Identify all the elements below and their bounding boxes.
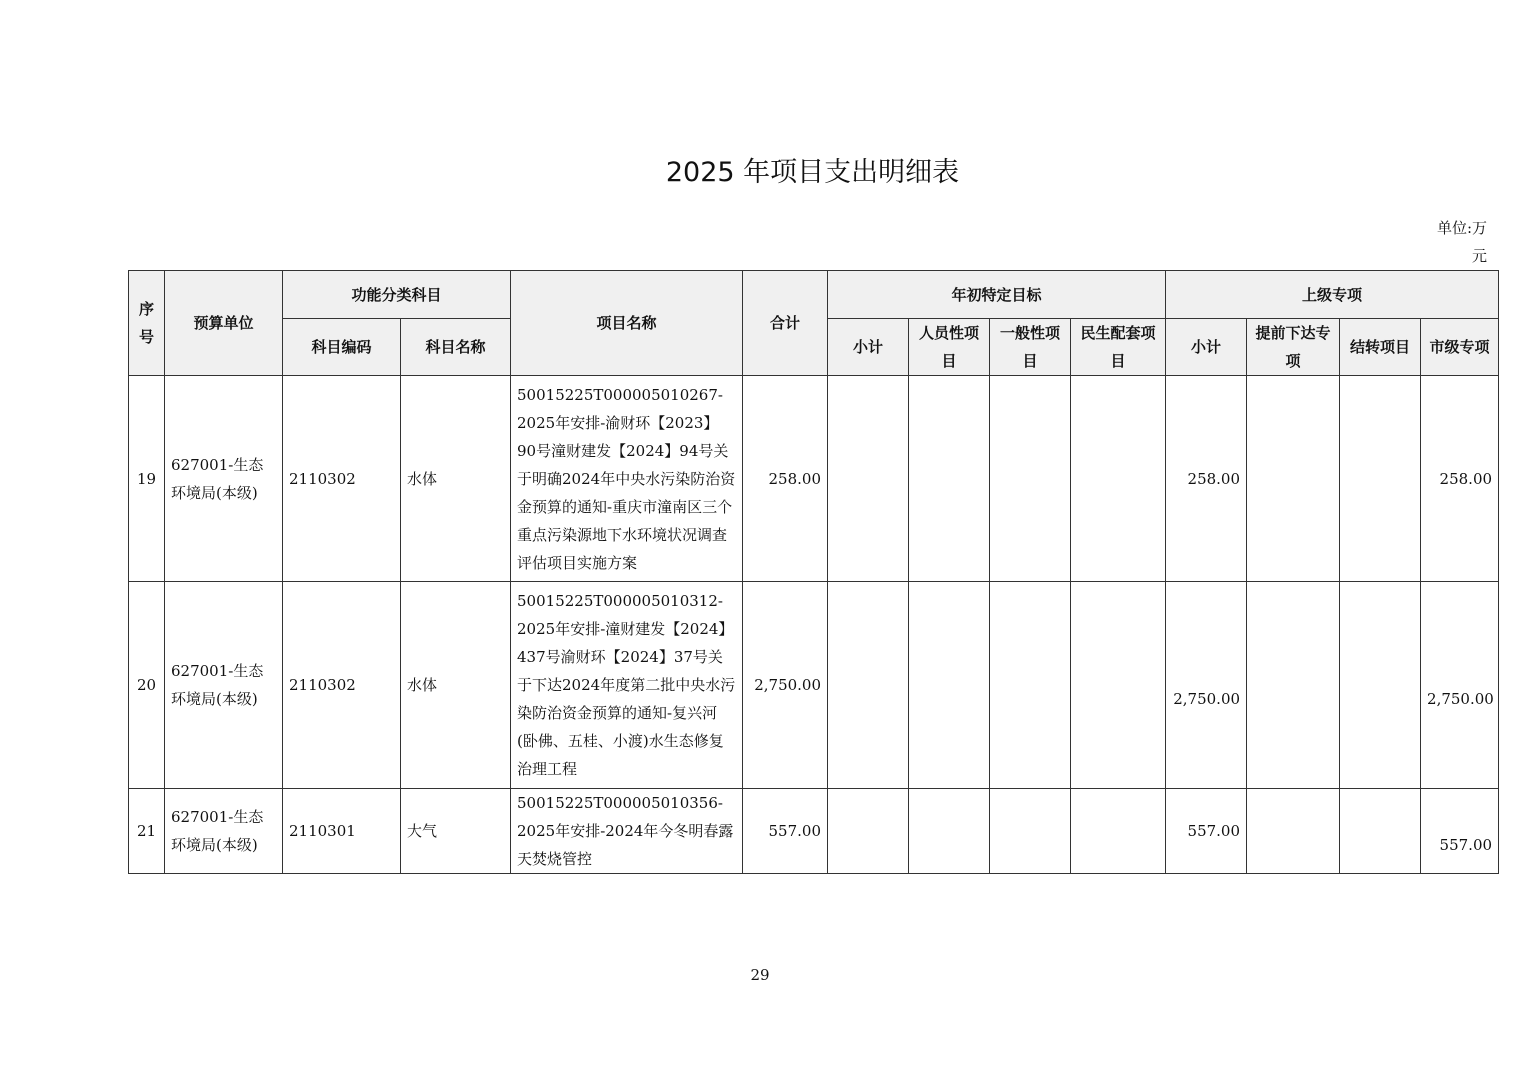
cell-sup-subtotal: 258.00 [1166, 376, 1247, 582]
table-row [129, 789, 1499, 874]
header-unit-name: 预算单位 [165, 271, 283, 376]
cell-unit-name: 627001-生态环境局(本级) [165, 582, 283, 789]
cell-at-personnel [909, 582, 990, 789]
header-sup-advance: 提前下达专项 [1247, 319, 1340, 376]
page-title: 2025 年项目支出明细表 [665, 157, 960, 188]
cell-at-livelihood [1071, 582, 1166, 789]
cell-at-livelihood [1071, 376, 1166, 582]
table-row [129, 376, 1499, 582]
cell-subject-code: 2110302 [283, 376, 401, 582]
cell-at-general [990, 789, 1071, 874]
cell-sup-carryover [1340, 789, 1421, 874]
cell-sup-carryover [1340, 582, 1421, 789]
cell-at-personnel [909, 376, 990, 582]
header-project-name: 项目名称 [511, 271, 743, 376]
cell-at-personnel [909, 789, 990, 874]
unit-label: 单位:万元 [1436, 219, 1487, 265]
cell-sup-city: 2,750.00 [1421, 582, 1499, 789]
cell-total: 258.00 [743, 376, 828, 582]
header-at-personnel: 人员性项目 [909, 319, 990, 376]
header-superior: 上级专项 [1166, 271, 1499, 319]
cell-sup-subtotal: 557.00 [1166, 789, 1247, 874]
header-sup-carryover: 结转项目 [1340, 319, 1421, 376]
cell-project-name: 50015225T000005010356-2025年安排-2024年今冬明春露天焚烧管控 [511, 789, 743, 874]
cell-at-general [990, 376, 1071, 582]
project-expenditure-table [128, 270, 1499, 874]
header-sup-subtotal: 小计 [1166, 319, 1247, 376]
cell-at-general [990, 582, 1071, 789]
cell-unit-name: 627001-生态环境局(本级) [165, 376, 283, 582]
cell-sup-carryover [1340, 376, 1421, 582]
page-number: 29 [750, 966, 770, 984]
cell-total: 557.00 [743, 789, 828, 874]
header-at-livelihood: 民生配套项目 [1071, 319, 1166, 376]
cell-sup-advance [1247, 376, 1340, 582]
cell-subject-name: 大气 [401, 789, 511, 874]
cell-subject-code: 2110301 [283, 789, 401, 874]
cell-subject-name: 水体 [401, 582, 511, 789]
header-annual-target: 年初特定目标 [828, 271, 1166, 319]
cell-sup-city: 557.00 [1421, 789, 1499, 874]
cell-at-subtotal [828, 582, 909, 789]
header-total: 合计 [743, 271, 828, 376]
header-subject-code: 科目编码 [283, 319, 401, 376]
cell-project-name: 50015225T000005010267-2025年安排-渝财环【2023】90号潼财建发【2024】94号关于明确2024年中央水污染防治资金预算的通知-重庆市潼南区三个重点污染源地下水环境状况调查评估项目实施方案 [511, 376, 743, 582]
header-seq: 序号 [129, 271, 165, 376]
cell-seq: 21 [129, 789, 165, 874]
cell-subject-name: 水体 [401, 376, 511, 582]
cell-project-name: 50015225T000005010312-2025年安排-潼财建发【2024】437号渝财环【2024】37号关于下达2024年度第二批中央水污染防治资金预算的通知-复兴河(卧佛、五桂、小渡)水生态修复治理工程 [511, 582, 743, 789]
cell-sup-city: 258.00 [1421, 376, 1499, 582]
cell-seq: 20 [129, 582, 165, 789]
header-func-class: 功能分类科目 [283, 271, 511, 319]
header-sup-city: 市级专项 [1421, 319, 1499, 376]
cell-total: 2,750.00 [743, 582, 828, 789]
table-row [129, 582, 1499, 789]
cell-subject-code: 2110302 [283, 582, 401, 789]
cell-at-livelihood [1071, 789, 1166, 874]
cell-at-subtotal [828, 376, 909, 582]
header-at-subtotal: 小计 [828, 319, 909, 376]
cell-sup-subtotal: 2,750.00 [1166, 582, 1247, 789]
header-subject-name: 科目名称 [401, 319, 511, 376]
cell-at-subtotal [828, 789, 909, 874]
header-at-general: 一般性项目 [990, 319, 1071, 376]
cell-sup-advance [1247, 789, 1340, 874]
cell-unit-name: 627001-生态环境局(本级) [165, 789, 283, 874]
cell-seq: 19 [129, 376, 165, 582]
cell-sup-advance [1247, 582, 1340, 789]
